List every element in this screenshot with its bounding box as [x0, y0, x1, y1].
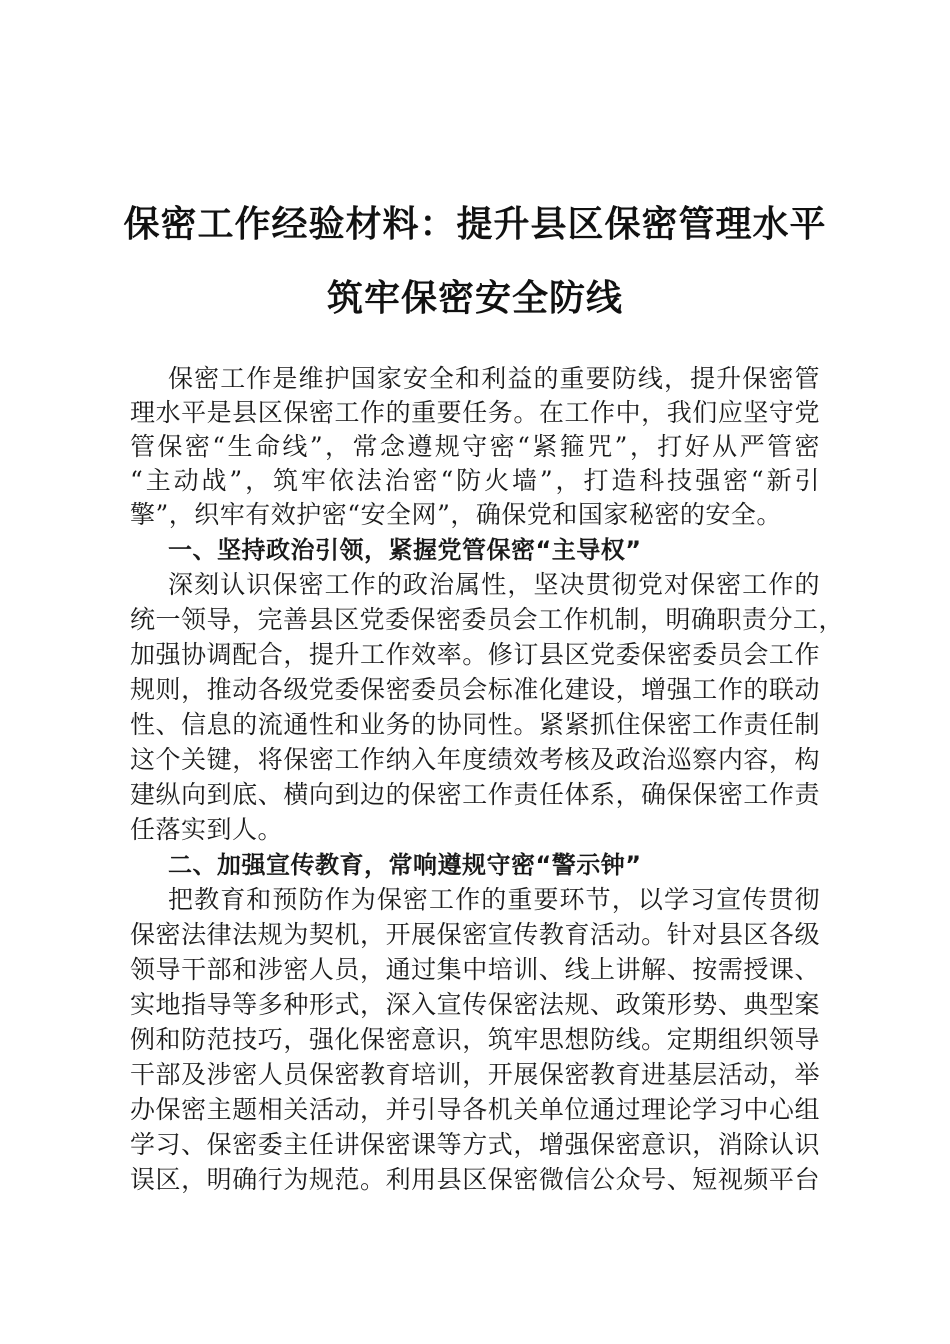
section-heading-2: 二、加强宣传教育，常响遵规守密“警示钟” — [168, 851, 642, 879]
paragraph-line: 领导干部和涉密人员，通过集中培训、线上讲解、按需授课、 — [130, 955, 820, 984]
paragraph-line: 管保密“生命线”，常念遵规守密“紧箍咒”，打好从严管密 — [130, 432, 820, 461]
paragraph-line: 误区，明确行为规范。利用县区保密微信公众号、短视频平台 — [130, 1165, 820, 1194]
paragraph-line: 统一领导，完善县区党委保密委员会工作机制，明确职责分工， — [130, 605, 845, 634]
paragraph-line: 保密法律法规为契机，开展保密宣传教育活动。针对县区各级 — [130, 920, 820, 949]
paragraph-line: 保密工作是维护国家安全和利益的重要防线，提升保密管 — [168, 364, 820, 393]
paragraph-line: 任落实到人。 — [130, 815, 284, 844]
document-title-line-1: 保密工作经验材料：提升县区保密管理水平 — [123, 203, 827, 245]
paragraph-line: 建纵向到底、横向到边的保密工作责任体系，确保保密工作责 — [130, 780, 820, 809]
paragraph-line: 性、信息的流通性和业务的协同性。紧紧抓住保密工作责任制 — [130, 710, 820, 739]
paragraph-line: 干部及涉密人员保密教育培训，开展保密教育进基层活动，举 — [130, 1060, 820, 1089]
paragraph-line: 规则，推动各级党委保密委员会标准化建设，增强工作的联动 — [130, 675, 820, 704]
paragraph-line: 加强协调配合，提升工作效率。修订县区党委保密委员会工作 — [130, 640, 820, 669]
paragraph-line: 办保密主题相关活动，并引导各机关单位通过理论学习中心组 — [130, 1095, 820, 1124]
paragraph-line: 擎”，织牢有效护密“安全网”，确保党和国家秘密的安全。 — [130, 500, 782, 529]
paragraph-line: “主动战”，筑牢依法治密“防火墙”，打造科技强密“新引 — [130, 466, 820, 495]
document-title-line-2: 筑牢保密安全防线 — [326, 277, 623, 319]
section-heading-1: 一、坚持政治引领，紧握党管保密“主导权” — [168, 536, 642, 564]
paragraph-line: 深刻认识保密工作的政治属性，坚决贯彻党对保密工作的 — [168, 570, 820, 599]
paragraph-line: 例和防范技巧，强化保密意识，筑牢思想防线。定期组织领导 — [130, 1025, 820, 1054]
paragraph-line: 学习、保密委主任讲保密课等方式，增强保密意识，消除认识 — [130, 1130, 820, 1159]
paragraph-line: 把教育和预防作为保密工作的重要环节，以学习宣传贯彻 — [168, 885, 820, 914]
paragraph-line: 实地指导等多种形式，深入宣传保密法规、政策形势、典型案 — [130, 990, 820, 1019]
paragraph-line: 理水平是县区保密工作的重要任务。在工作中，我们应坚守党 — [130, 398, 820, 427]
paragraph-line: 这个关键，将保密工作纳入年度绩效考核及政治巡察内容，构 — [130, 745, 820, 774]
